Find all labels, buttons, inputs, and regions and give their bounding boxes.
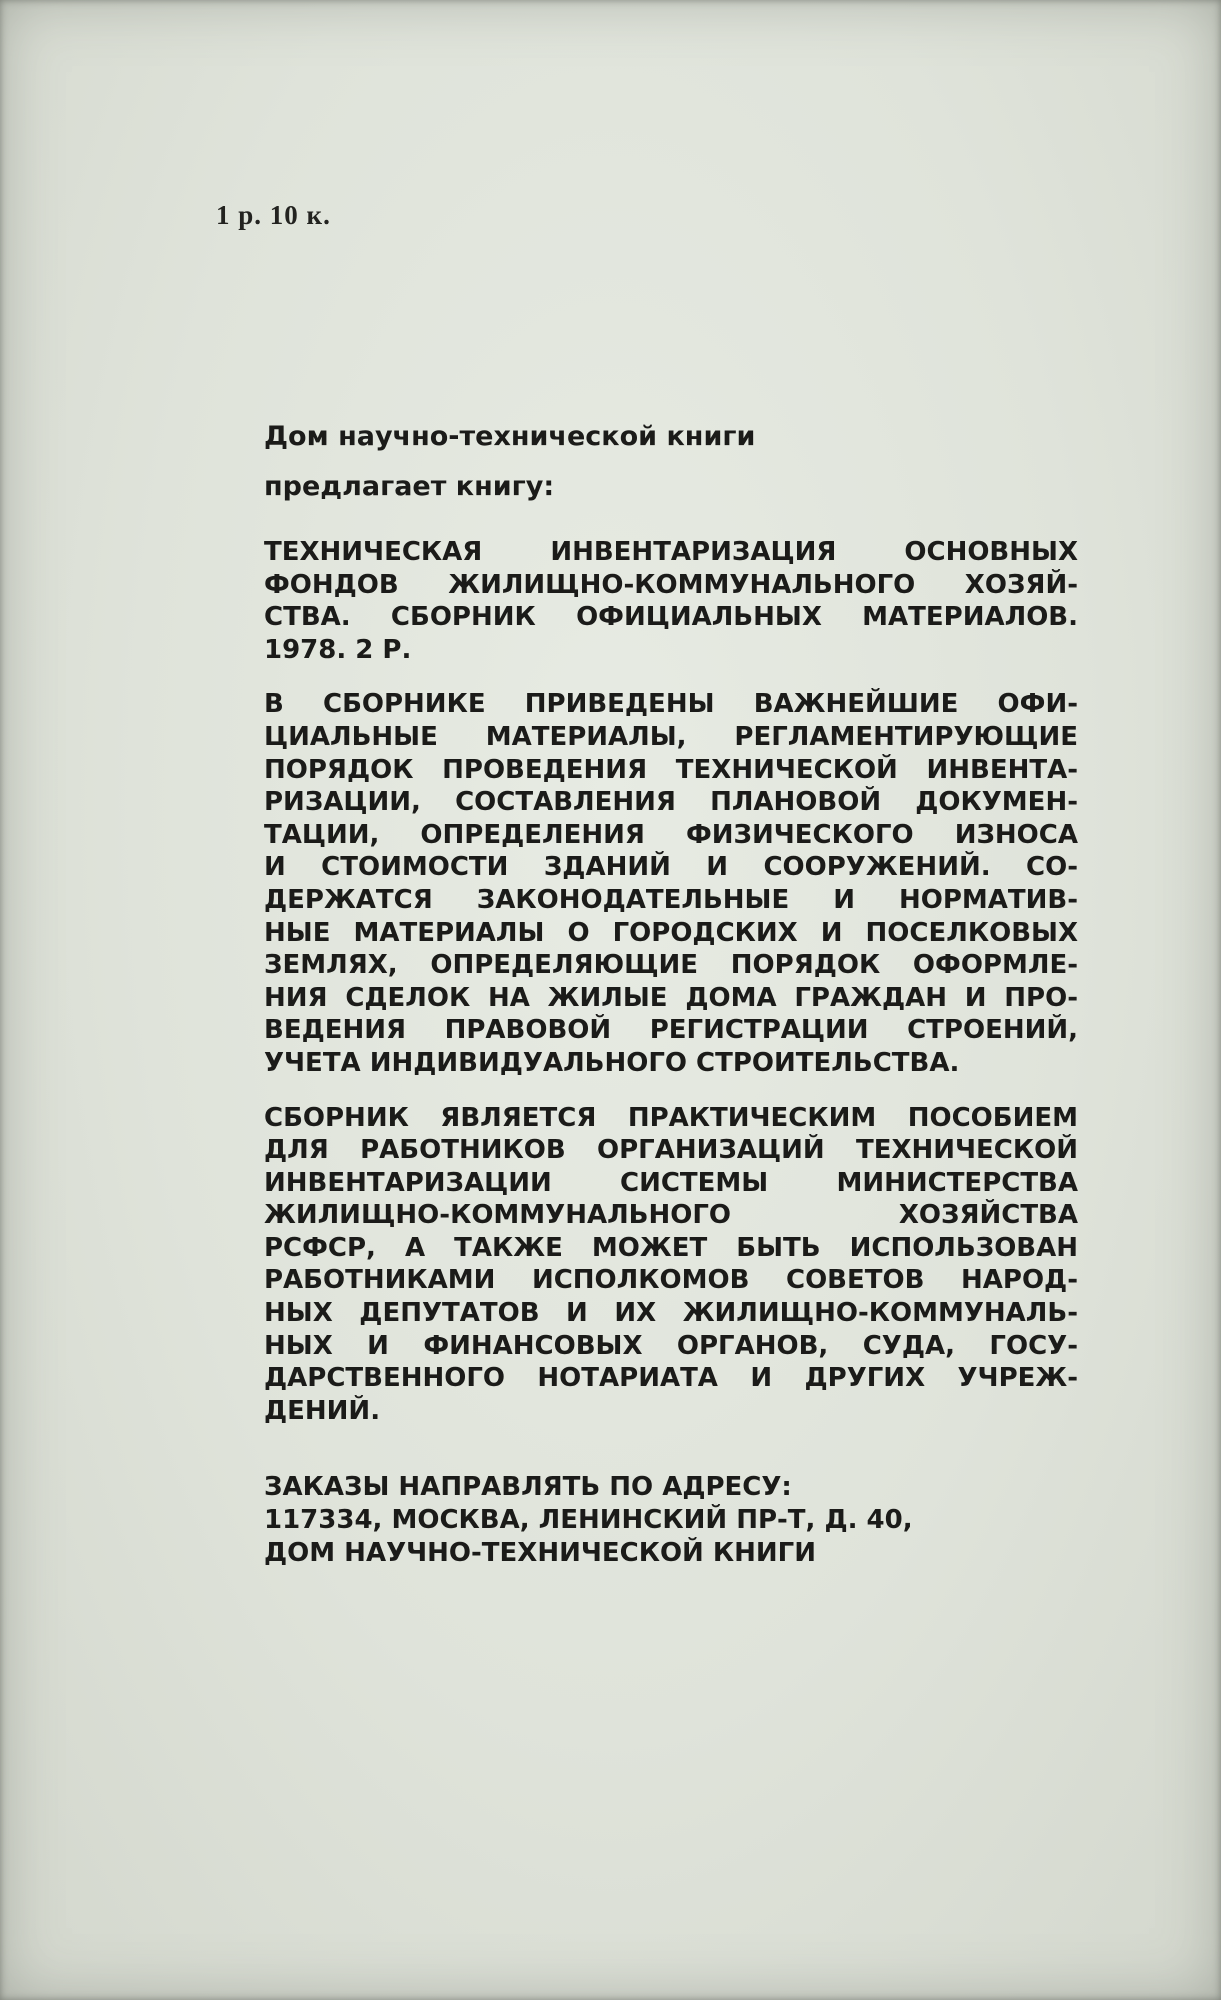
- description-line: ВЕДЕНИЯ ПРАВОВОЙ РЕГИСТРАЦИИ СТРОЕНИЙ,: [264, 1015, 1078, 1046]
- book-title-line: 1978. 2 Р.: [264, 634, 412, 665]
- description-line: ТАЦИИ, ОПРЕДЕЛЕНИЯ ФИЗИЧЕСКОГО ИЗНОСА: [264, 819, 1078, 850]
- description-line: УЧЕТА ИНДИВИДУАЛЬНОГО СТРОИТЕЛЬСТВА.: [264, 1047, 960, 1078]
- address-line: 117334, МОСКВА, ЛЕНИНСКИЙ ПР-Т, Д. 40,: [264, 1505, 913, 1536]
- audience-line: РСФСР, А ТАКЖЕ МОЖЕТ БЫТЬ ИСПОЛЬЗОВАН: [264, 1232, 1078, 1263]
- description-paragraph: [264, 688, 1078, 1079]
- audience-line: ДЕНИЙ.: [264, 1395, 381, 1426]
- book-title-paragraph: [264, 536, 1078, 666]
- audience-line: НЫХ И ФИНАНСОВЫХ ОРГАНОВ, СУДА, ГОСУ-: [264, 1330, 1078, 1361]
- book-title-line: СТВА. СБОРНИК ОФИЦИАЛЬНЫХ МАТЕРИАЛОВ.: [264, 602, 1078, 633]
- description-line: НЫЕ МАТЕРИАЛЫ О ГОРОДСКИХ И ПОСЕЛКОВЫХ: [264, 917, 1078, 948]
- audience-line: ЖИЛИЩНО-КОММУНАЛЬНОГО ХОЗЯЙСТВА: [264, 1200, 1078, 1231]
- description-line: И СТОИМОСТИ ЗДАНИЙ И СООРУЖЕНИЙ. СО-: [264, 852, 1078, 883]
- audience-line: РАБОТНИКАМИ ИСПОЛКОМОВ СОВЕТОВ НАРОД-: [264, 1265, 1078, 1296]
- description-line: РИЗАЦИИ, СОСТАВЛЕНИЯ ПЛАНОВОЙ ДОКУМЕН-: [264, 787, 1078, 818]
- audience-line: ИНВЕНТАРИЗАЦИИ СИСТЕМЫ МИНИСТЕРСТВА: [264, 1167, 1078, 1198]
- intro-heading: [264, 412, 1078, 512]
- description-line: ДЕРЖАТСЯ ЗАКОНОДАТЕЛЬНЫЕ И НОРМАТИВ-: [264, 884, 1078, 915]
- audience-line: ДЛЯ РАБОТНИКОВ ОРГАНИЗАЦИЙ ТЕХНИЧЕСКОЙ: [264, 1135, 1078, 1166]
- description-line: ЗЕМЛЯХ, ОПРЕДЕЛЯЮЩИЕ ПОРЯДОК ОФОРМЛЕ-: [264, 950, 1078, 981]
- address-line: ЗАКАЗЫ НАПРАВЛЯТЬ ПО АДРЕСУ:: [264, 1472, 792, 1503]
- intro-line-1: Дом научно-технической книги: [264, 421, 756, 452]
- announcement-text: [264, 412, 1078, 1569]
- intro-line-2: предлагает книгу:: [264, 471, 555, 502]
- description-line: ЦИАЛЬНЫЕ МАТЕРИАЛЫ, РЕГЛАМЕНТИРУЮЩИЕ: [264, 721, 1078, 752]
- description-line: ПОРЯДОК ПРОВЕДЕНИЯ ТЕХНИЧЕСКОЙ ИНВЕНТА-: [264, 754, 1078, 785]
- description-line: В СБОРНИКЕ ПРИВЕДЕНЫ ВАЖНЕЙШИЕ ОФИ-: [264, 689, 1078, 720]
- order-address: [264, 1471, 1078, 1569]
- audience-paragraph: [264, 1102, 1078, 1428]
- audience-line: СБОРНИК ЯВЛЯЕТСЯ ПРАКТИЧЕСКИМ ПОСОБИЕМ: [264, 1102, 1078, 1133]
- price-label: 1 р. 10 к.: [216, 200, 331, 230]
- audience-line: ДАРСТВЕННОГО НОТАРИАТА И ДРУГИХ УЧРЕЖ-: [264, 1363, 1078, 1394]
- audience-line: НЫХ ДЕПУТАТОВ И ИХ ЖИЛИЩНО-КОММУНАЛЬ-: [264, 1298, 1078, 1329]
- book-title-line: ТЕХНИЧЕСКАЯ ИНВЕНТАРИЗАЦИЯ ОСНОВНЫХ: [264, 537, 1078, 567]
- address-line: ДОМ НАУЧНО-ТЕХНИЧЕСКОЙ КНИГИ: [264, 1537, 816, 1568]
- description-line: НИЯ СДЕЛОК НА ЖИЛЫЕ ДОМА ГРАЖДАН И ПРО-: [264, 982, 1078, 1013]
- book-title-line: ФОНДОВ ЖИЛИЩНО-КОММУНАЛЬНОГО ХОЗЯЙ-: [264, 569, 1078, 600]
